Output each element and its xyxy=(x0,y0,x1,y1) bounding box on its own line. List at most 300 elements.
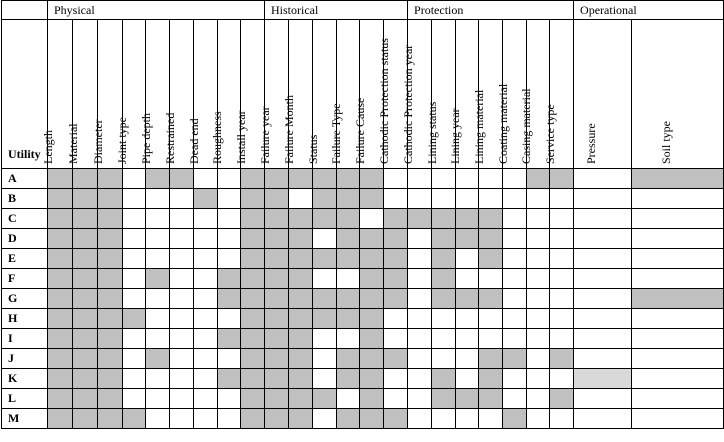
data-cell-length xyxy=(48,409,73,429)
data-cell-pipe-depth xyxy=(146,209,170,229)
data-cell-soil-type xyxy=(632,309,724,329)
data-cell-failure-type xyxy=(337,249,360,269)
data-cell-casing-material xyxy=(527,249,550,269)
data-cell-failure-type xyxy=(337,329,360,349)
data-cell-status xyxy=(313,389,337,409)
data-cell-restrained xyxy=(170,249,194,269)
data-cell-pressure xyxy=(574,169,632,189)
data-cell-soil-type xyxy=(632,349,724,369)
data-cell-failure-year xyxy=(265,189,289,209)
data-cell-install-year xyxy=(241,369,265,389)
data-cell-pressure xyxy=(574,329,632,349)
data-cell-joint-type xyxy=(123,329,146,349)
utility-label: H xyxy=(2,309,48,329)
column-header-label: Failure Month xyxy=(281,95,296,164)
data-cell-lining-material xyxy=(479,209,503,229)
data-cell-dead-end xyxy=(194,389,218,409)
data-cell-restrained xyxy=(170,289,194,309)
data-cell-failure-cause xyxy=(360,289,384,309)
data-cell-service-type xyxy=(550,389,574,409)
data-cell-casing-material xyxy=(527,209,550,229)
data-cell-diameter xyxy=(98,309,123,329)
data-cell-install-year xyxy=(241,289,265,309)
data-cell-material xyxy=(73,309,98,329)
data-cell-cathodic-protection-status xyxy=(384,229,408,249)
data-cell-failure-month xyxy=(289,309,313,329)
data-cell-lining-status xyxy=(432,349,456,369)
data-cell-coating-material xyxy=(503,229,527,249)
data-cell-roughness xyxy=(218,349,241,369)
data-cell-cathodic-protection-status xyxy=(384,269,408,289)
data-cell-roughness xyxy=(218,389,241,409)
data-cell-failure-cause xyxy=(360,229,384,249)
data-cell-cathodic-protection-status xyxy=(384,369,408,389)
data-cell-status xyxy=(313,189,337,209)
table-row xyxy=(2,289,724,309)
data-cell-diameter xyxy=(98,169,123,189)
data-cell-soil-type xyxy=(632,269,724,289)
data-cell-status xyxy=(313,309,337,329)
data-cell-restrained xyxy=(170,309,194,329)
data-cell-cathodic-protection-year xyxy=(408,229,432,249)
group-header-operational: Operational xyxy=(574,1,724,20)
data-cell-lining-year xyxy=(456,349,479,369)
data-cell-diameter xyxy=(98,189,123,209)
data-cell-roughness xyxy=(218,209,241,229)
data-cell-failure-type xyxy=(337,189,360,209)
utility-label: K xyxy=(2,369,48,389)
data-cell-pipe-depth xyxy=(146,289,170,309)
data-cell-casing-material xyxy=(527,329,550,349)
data-cell-lining-year xyxy=(456,409,479,429)
data-cell-diameter xyxy=(98,249,123,269)
data-cell-failure-month xyxy=(289,409,313,429)
utility-label: E xyxy=(2,249,48,269)
data-cell-soil-type xyxy=(632,369,724,389)
data-cell-roughness xyxy=(218,229,241,249)
data-cell-material xyxy=(73,289,98,309)
data-cell-coating-material xyxy=(503,369,527,389)
data-cell-dead-end xyxy=(194,369,218,389)
column-header-label: Cathodic Protection year xyxy=(400,44,415,164)
data-cell-dead-end xyxy=(194,269,218,289)
data-cell-install-year xyxy=(241,169,265,189)
data-cell-pressure xyxy=(574,409,632,429)
data-cell-pipe-depth xyxy=(146,409,170,429)
table-row xyxy=(2,229,724,249)
data-cell-soil-type xyxy=(632,409,724,429)
data-cell-restrained xyxy=(170,349,194,369)
data-cell-cathodic-protection-status xyxy=(384,409,408,429)
data-cell-pipe-depth xyxy=(146,189,170,209)
data-cell-cathodic-protection-year xyxy=(408,329,432,349)
data-cell-roughness xyxy=(218,189,241,209)
data-cell-dead-end xyxy=(194,409,218,429)
table-row xyxy=(2,249,724,269)
data-cell-cathodic-protection-status xyxy=(384,289,408,309)
data-cell-lining-year xyxy=(456,249,479,269)
data-cell-status xyxy=(313,169,337,189)
data-cell-dead-end xyxy=(194,249,218,269)
data-cell-material xyxy=(73,369,98,389)
data-cell-cathodic-protection-status xyxy=(384,309,408,329)
data-cell-service-type xyxy=(550,349,574,369)
data-cell-cathodic-protection-status xyxy=(384,209,408,229)
data-cell-failure-year xyxy=(265,329,289,349)
data-cell-service-type xyxy=(550,249,574,269)
data-cell-status xyxy=(313,329,337,349)
data-cell-soil-type xyxy=(632,289,724,309)
data-cell-coating-material xyxy=(503,189,527,209)
utility-label: G xyxy=(2,289,48,309)
data-cell-status xyxy=(313,369,337,389)
data-cell-diameter xyxy=(98,329,123,349)
data-cell-length xyxy=(48,229,73,249)
data-cell-roughness xyxy=(218,369,241,389)
data-cell-pressure xyxy=(574,369,632,389)
data-cell-pipe-depth xyxy=(146,269,170,289)
column-header-row xyxy=(2,20,724,169)
data-cell-length xyxy=(48,209,73,229)
data-cell-failure-cause xyxy=(360,389,384,409)
data-cell-material xyxy=(73,189,98,209)
data-cell-pressure xyxy=(574,189,632,209)
data-cell-failure-year xyxy=(265,289,289,309)
data-cell-lining-material xyxy=(479,369,503,389)
utility-label: J xyxy=(2,349,48,369)
data-cell-cathodic-protection-year xyxy=(408,369,432,389)
column-header-label: Failure Cause xyxy=(352,97,367,164)
data-cell-lining-year xyxy=(456,389,479,409)
data-cell-cathodic-protection-status xyxy=(384,249,408,269)
data-cell-casing-material xyxy=(527,369,550,389)
data-cell-failure-year xyxy=(265,229,289,249)
table-row xyxy=(2,189,724,209)
group-header-protection: Protection xyxy=(408,1,574,20)
data-cell-diameter xyxy=(98,209,123,229)
data-cell-casing-material xyxy=(527,169,550,189)
data-cell-failure-type xyxy=(337,389,360,409)
data-cell-service-type xyxy=(550,369,574,389)
table-row xyxy=(2,389,724,409)
utility-label: D xyxy=(2,229,48,249)
data-cell-restrained xyxy=(170,229,194,249)
data-cell-lining-status xyxy=(432,249,456,269)
data-cell-failure-cause xyxy=(360,309,384,329)
data-cell-joint-type xyxy=(123,409,146,429)
data-cell-material xyxy=(73,229,98,249)
data-cell-install-year xyxy=(241,229,265,249)
data-cell-pressure xyxy=(574,289,632,309)
data-cell-casing-material xyxy=(527,389,550,409)
data-cell-service-type xyxy=(550,289,574,309)
data-cell-failure-cause xyxy=(360,409,384,429)
data-cell-joint-type xyxy=(123,349,146,369)
data-cell-cathodic-protection-status xyxy=(384,389,408,409)
data-cell-status xyxy=(313,229,337,249)
data-cell-material xyxy=(73,249,98,269)
data-cell-failure-cause xyxy=(360,369,384,389)
data-cell-pipe-depth xyxy=(146,169,170,189)
column-header-label: Dead end xyxy=(186,118,201,164)
data-cell-restrained xyxy=(170,389,194,409)
data-cell-install-year xyxy=(241,349,265,369)
data-cell-soil-type xyxy=(632,189,724,209)
data-cell-lining-year xyxy=(456,369,479,389)
data-cell-roughness xyxy=(218,409,241,429)
group-header-row xyxy=(2,1,724,20)
data-cell-soil-type xyxy=(632,329,724,349)
data-cell-failure-cause xyxy=(360,269,384,289)
data-cell-length xyxy=(48,369,73,389)
table-row xyxy=(2,269,724,289)
data-cell-lining-year xyxy=(456,289,479,309)
table-row xyxy=(2,349,724,369)
data-cell-length xyxy=(48,269,73,289)
data-cell-casing-material xyxy=(527,409,550,429)
table-row xyxy=(2,209,724,229)
data-cell-diameter xyxy=(98,369,123,389)
data-cell-service-type xyxy=(550,309,574,329)
data-cell-roughness xyxy=(218,329,241,349)
data-cell-length xyxy=(48,249,73,269)
data-cell-length xyxy=(48,189,73,209)
data-cell-lining-material xyxy=(479,229,503,249)
data-cell-dead-end xyxy=(194,189,218,209)
data-cell-lining-status xyxy=(432,169,456,189)
data-cell-lining-material xyxy=(479,189,503,209)
data-cell-joint-type xyxy=(123,209,146,229)
data-cell-soil-type xyxy=(632,249,724,269)
data-cell-material xyxy=(73,269,98,289)
data-cell-pipe-depth xyxy=(146,309,170,329)
data-cell-pipe-depth xyxy=(146,329,170,349)
column-header-label: Lining material xyxy=(471,89,486,164)
data-cell-diameter xyxy=(98,389,123,409)
data-cell-diameter xyxy=(98,409,123,429)
data-cell-cathodic-protection-year xyxy=(408,349,432,369)
data-cell-diameter xyxy=(98,289,123,309)
column-header-soil-type xyxy=(632,20,724,169)
data-cell-failure-type xyxy=(337,269,360,289)
data-cell-pipe-depth xyxy=(146,249,170,269)
data-cell-roughness xyxy=(218,169,241,189)
data-cell-roughness xyxy=(218,309,241,329)
data-cell-install-year xyxy=(241,249,265,269)
data-cell-pressure xyxy=(574,229,632,249)
data-cell-lining-year xyxy=(456,269,479,289)
data-cell-diameter xyxy=(98,229,123,249)
data-cell-restrained xyxy=(170,209,194,229)
data-cell-lining-status xyxy=(432,209,456,229)
data-cell-diameter xyxy=(98,269,123,289)
data-cell-failure-month xyxy=(289,349,313,369)
data-cell-failure-month xyxy=(289,289,313,309)
data-cell-lining-year xyxy=(456,229,479,249)
data-cell-length xyxy=(48,309,73,329)
data-cell-status xyxy=(313,249,337,269)
data-cell-lining-year xyxy=(456,209,479,229)
data-cell-failure-cause xyxy=(360,249,384,269)
data-cell-dead-end xyxy=(194,229,218,249)
data-cell-restrained xyxy=(170,409,194,429)
data-cell-joint-type xyxy=(123,169,146,189)
data-cell-lining-material xyxy=(479,349,503,369)
column-header-label: Lining status xyxy=(424,101,439,164)
utility-label: C xyxy=(2,209,48,229)
data-cell-lining-year xyxy=(456,329,479,349)
data-cell-failure-cause xyxy=(360,329,384,349)
column-header-label: Failure year xyxy=(257,106,272,164)
data-cell-pressure xyxy=(574,209,632,229)
data-cell-lining-material xyxy=(479,289,503,309)
data-cell-install-year xyxy=(241,189,265,209)
data-cell-failure-type xyxy=(337,369,360,389)
data-cell-restrained xyxy=(170,269,194,289)
column-header-label: Material xyxy=(66,123,80,164)
data-cell-failure-type xyxy=(337,209,360,229)
data-cell-joint-type xyxy=(123,369,146,389)
data-cell-install-year xyxy=(241,269,265,289)
data-cell-failure-cause xyxy=(360,169,384,189)
column-header-label: Install year xyxy=(233,110,248,164)
data-cell-material xyxy=(73,169,98,189)
data-cell-failure-type xyxy=(337,229,360,249)
data-cell-material xyxy=(73,209,98,229)
data-cell-casing-material xyxy=(527,229,550,249)
data-cell-cathodic-protection-year xyxy=(408,269,432,289)
table-body xyxy=(2,169,724,429)
data-cell-cathodic-protection-year xyxy=(408,289,432,309)
group-header-historical: Historical xyxy=(265,1,408,20)
data-cell-failure-month xyxy=(289,369,313,389)
data-cell-failure-type xyxy=(337,169,360,189)
data-cell-failure-type xyxy=(337,289,360,309)
table-row xyxy=(2,329,724,349)
data-cell-coating-material xyxy=(503,249,527,269)
data-cell-failure-year xyxy=(265,349,289,369)
data-cell-failure-type xyxy=(337,349,360,369)
column-header-pressure xyxy=(574,20,632,169)
data-cell-coating-material xyxy=(503,329,527,349)
data-cell-soil-type xyxy=(632,169,724,189)
data-cell-length xyxy=(48,329,73,349)
column-header-label: Soil type xyxy=(658,120,673,164)
data-cell-material xyxy=(73,349,98,369)
data-cell-lining-material xyxy=(479,269,503,289)
data-cell-failure-year xyxy=(265,209,289,229)
group-header-physical: Physical xyxy=(48,1,265,20)
data-cell-dead-end xyxy=(194,169,218,189)
data-cell-lining-year xyxy=(456,309,479,329)
utility-label: L xyxy=(2,389,48,409)
data-cell-pressure xyxy=(574,349,632,369)
data-cell-status xyxy=(313,409,337,429)
data-cell-coating-material xyxy=(503,389,527,409)
data-cell-dead-end xyxy=(194,309,218,329)
data-cell-lining-status xyxy=(432,389,456,409)
data-cell-lining-status xyxy=(432,309,456,329)
data-cell-pressure xyxy=(574,309,632,329)
data-cell-install-year xyxy=(241,309,265,329)
data-cell-failure-year xyxy=(265,269,289,289)
data-cell-service-type xyxy=(550,409,574,429)
column-header-label: Pipe depth xyxy=(138,113,153,164)
data-cell-coating-material xyxy=(503,269,527,289)
column-header-label: Pressure xyxy=(583,123,598,164)
data-cell-restrained xyxy=(170,169,194,189)
data-cell-roughness xyxy=(218,269,241,289)
data-cell-service-type xyxy=(550,329,574,349)
table-row xyxy=(2,169,724,189)
data-cell-status xyxy=(313,209,337,229)
data-cell-casing-material xyxy=(527,349,550,369)
data-cell-roughness xyxy=(218,249,241,269)
data-cell-failure-cause xyxy=(360,189,384,209)
data-cell-service-type xyxy=(550,209,574,229)
data-cell-dead-end xyxy=(194,349,218,369)
utility-label: I xyxy=(2,329,48,349)
data-cell-material xyxy=(73,409,98,429)
data-cell-soil-type xyxy=(632,389,724,409)
data-cell-joint-type xyxy=(123,389,146,409)
data-cell-failure-year xyxy=(265,389,289,409)
corner-cell xyxy=(2,1,48,20)
data-cell-joint-type xyxy=(123,249,146,269)
data-cell-dead-end xyxy=(194,289,218,309)
column-header-label: Failure Type xyxy=(329,103,343,164)
data-cell-lining-status xyxy=(432,229,456,249)
data-cell-coating-material xyxy=(503,349,527,369)
data-cell-coating-material xyxy=(503,209,527,229)
data-cell-casing-material xyxy=(527,269,550,289)
data-cell-lining-material xyxy=(479,329,503,349)
data-cell-pipe-depth xyxy=(146,229,170,249)
data-cell-diameter xyxy=(98,349,123,369)
data-cell-service-type xyxy=(550,229,574,249)
utility-label: B xyxy=(2,189,48,209)
table-row xyxy=(2,309,724,329)
column-header-label: Roughness xyxy=(210,111,224,164)
column-header-label: Coating material xyxy=(495,83,510,164)
data-cell-cathodic-protection-year xyxy=(408,389,432,409)
data-cell-failure-type xyxy=(337,309,360,329)
data-cell-pipe-depth xyxy=(146,369,170,389)
data-cell-restrained xyxy=(170,369,194,389)
data-cell-service-type xyxy=(550,169,574,189)
data-cell-lining-material xyxy=(479,409,503,429)
data-cell-joint-type xyxy=(123,289,146,309)
data-cell-casing-material xyxy=(527,309,550,329)
data-cell-install-year xyxy=(241,209,265,229)
data-cell-coating-material xyxy=(503,309,527,329)
column-header-label: Joint type xyxy=(115,117,129,164)
data-cell-install-year xyxy=(241,329,265,349)
data-cell-lining-status xyxy=(432,329,456,349)
data-cell-length xyxy=(48,349,73,369)
column-header-label: Cathodic Protection status xyxy=(376,38,391,164)
data-cell-lining-material xyxy=(479,309,503,329)
data-cell-failure-month xyxy=(289,329,313,349)
data-cell-status xyxy=(313,289,337,309)
data-cell-install-year xyxy=(241,389,265,409)
data-cell-joint-type xyxy=(123,269,146,289)
data-cell-cathodic-protection-year xyxy=(408,169,432,189)
data-cell-lining-year xyxy=(456,169,479,189)
data-cell-failure-year xyxy=(265,309,289,329)
data-cell-failure-year xyxy=(265,249,289,269)
data-cell-pipe-depth xyxy=(146,349,170,369)
